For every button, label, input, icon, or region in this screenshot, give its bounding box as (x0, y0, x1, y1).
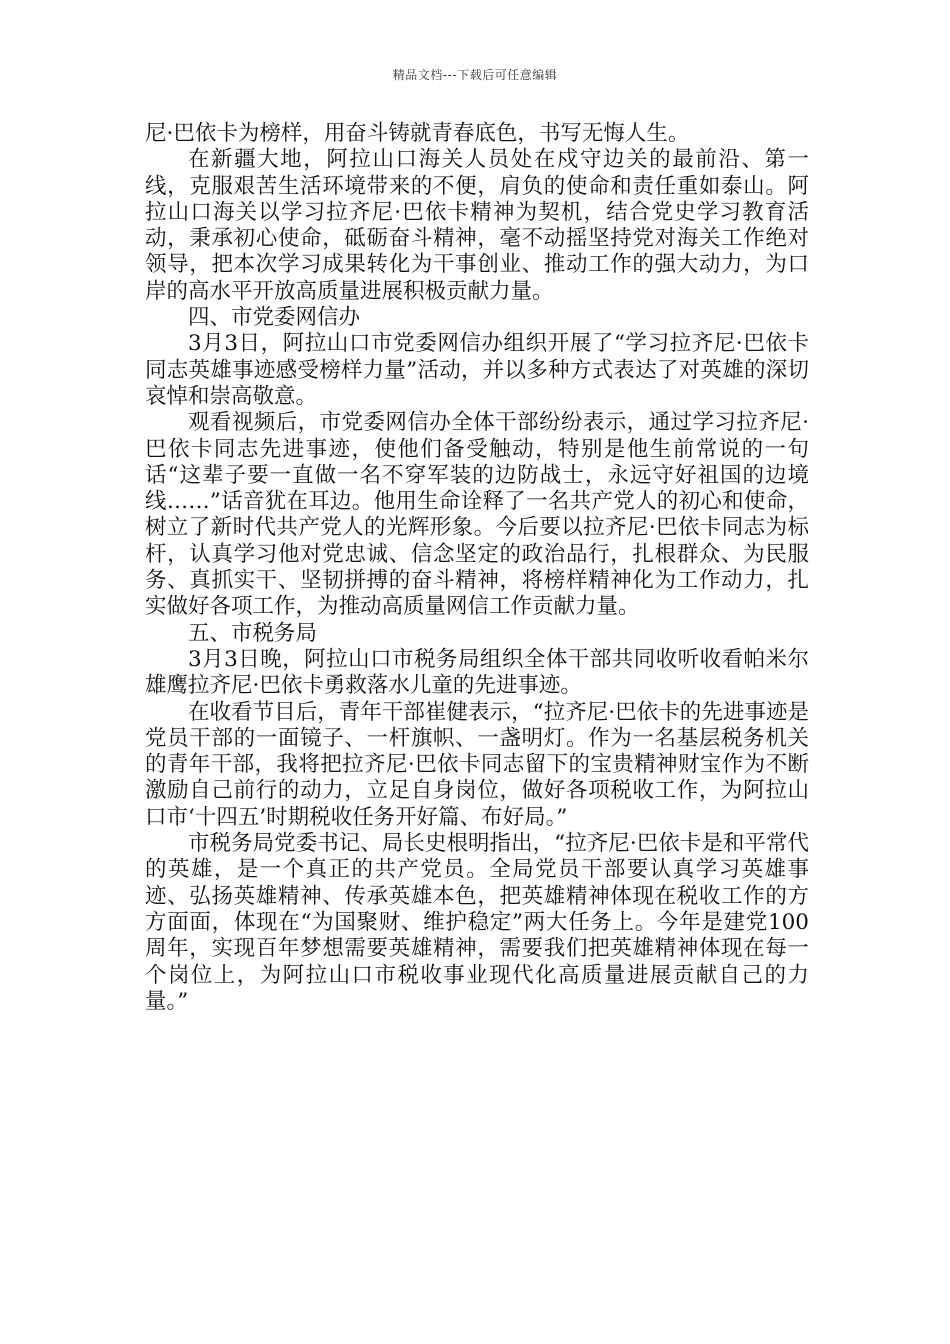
paragraph: 3月3日晚，阿拉山口市税务局组织全体干部共同收听收看帕米尔雄鹰拉齐尼·巴依卡勇救落水儿童的先进事迹。 (145, 646, 809, 699)
paragraph: 在收看节目后，青年干部崔健表示，“拉齐尼·巴依卡的先进事迹是党员干部的一面镜子、一杆旗帜、一盏明灯。作为一名基层税务机关的青年干部，我将把拉齐尼·巴依卡同志留下的宝贵精神财宝作为不断激励自己前行的动力，立足自身岗位，做好各项税收工作，为阿拉山口市‘十四五’时期税收任务开好篇、布好局。” (145, 699, 809, 830)
section-heading: 四、市党委网信办 (188, 305, 361, 331)
paragraph: 观看视频后，市党委网信办全体干部纷纷表示，通过学习拉齐尼·巴依卡同志先进事迹，使他们备受触动，特别是他生前常说的一句话“这辈子要一直做一名不穿军装的边防战士，永远守好祖国的边境线……”话音犹在耳边。他用生命诠释了一名共产党人的初心和使命，树立了新时代共产党人的光辉形象。今后要以拉齐尼·巴依卡同志为标杆，认真学习他对党忠诚、信念坚定的政治品行，扎根群众、为民服务、真抓实干、坚韧拼搏的奋斗精神，将榜样精神化为工作动力，扎实做好各项工作，为推动高质量网信工作贡献力量。 (145, 410, 809, 620)
paragraph: 在新疆大地，阿拉山口海关人员处在戍守边关的最前沿、第一线，克服艰苦生活环境带来的不便，肩负的使命和责任重如泰山。阿拉山口海关以学习拉齐尼·巴依卡精神为契机，结合党史学习教育活动，秉承初心使命，砥砺奋斗精神，毫不动摇坚持党对海关工作绝对领导，把本次学习成果转化为干事创业、推动工作的强大动力，为口岸的高水平开放高质量进展积极贡献力量。 (145, 147, 809, 304)
document-body (145, 121, 809, 1015)
paragraph: 市税务局党委书记、局长史根明指出，“拉齐尼·巴依卡是和平常代的英雄，是一个真正的共产党员。全局党员干部要认真学习英雄事迹、弘扬英雄精神、传承英雄本色，把英雄精神体现在税收工作的方方面面，体现在“为国聚财、维护稳定”两大任务上。今年是建党100周年，实现百年梦想需要英雄精神，需要我们把英雄精神体现在每一个岗位上，为阿拉山口市税收事业现代化高质量进展贡献自己的力量。” (145, 831, 809, 1014)
paragraph-continued: 尼·巴依卡为榜样，用奋斗铸就青春底色，书写无悔人生。 (145, 121, 690, 146)
page-header: 精品文档---下载后可任意编辑 (392, 68, 558, 82)
section-heading: 五、市税务局 (188, 620, 318, 646)
paragraph: 3月3日，阿拉山口市党委网信办组织开展了“学习拉齐尼·巴依卡同志英雄事迹感受榜样力量”活动，并以多种方式表达了对英雄的深切哀悼和崇高敬意。 (145, 331, 809, 409)
